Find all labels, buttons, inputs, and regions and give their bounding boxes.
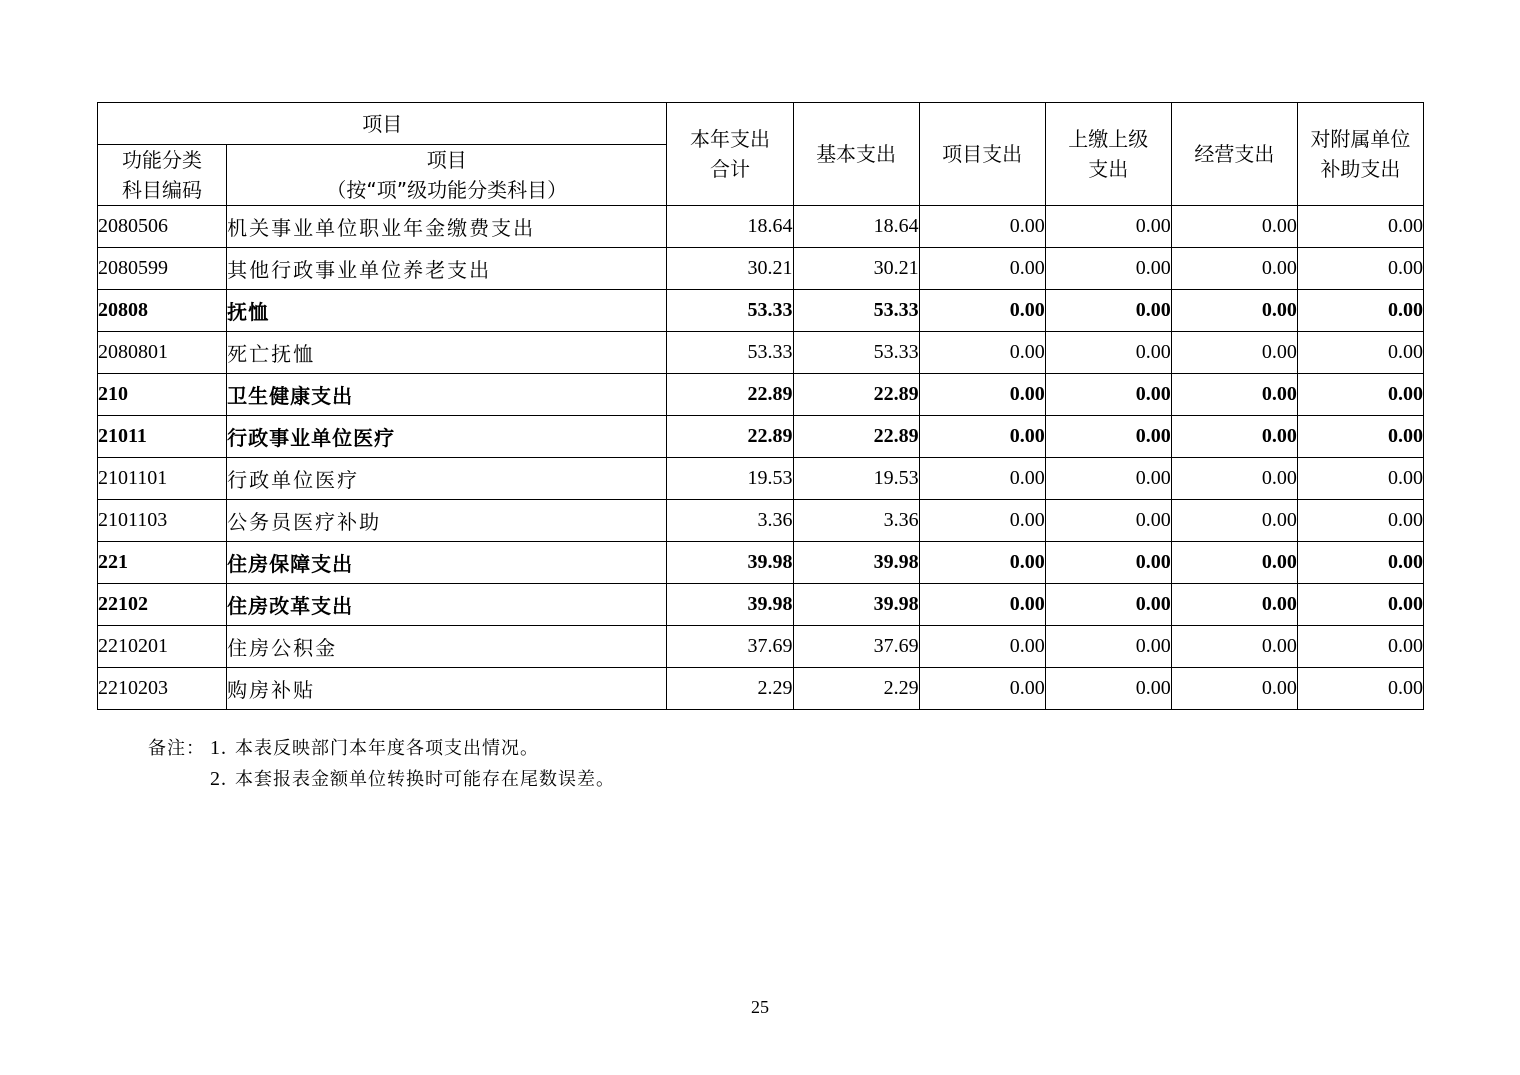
row-basic: 18.64 <box>793 206 919 248</box>
row-basic: 53.33 <box>793 290 919 332</box>
row-total: 22.89 <box>667 416 793 458</box>
notes <box>148 733 615 795</box>
table-row <box>98 206 1424 248</box>
row-total: 37.69 <box>667 626 793 668</box>
row-code: 2210203 <box>98 668 227 710</box>
total-expenditure-header: 本年支出 合计 <box>667 103 793 206</box>
note-number: 2. <box>210 768 227 790</box>
row-basic: 22.89 <box>793 416 919 458</box>
row-project: 0.00 <box>919 500 1045 542</box>
classification-code-header: 功能分类 科目编码 <box>98 145 227 206</box>
basic-expenditure-header: 基本支出 <box>793 103 919 206</box>
note-item <box>148 764 615 795</box>
row-total: 19.53 <box>667 458 793 500</box>
row-subsidiary: 0.00 <box>1297 374 1423 416</box>
row-basic: 30.21 <box>793 248 919 290</box>
upper-payment-header: 上缴上级 支出 <box>1045 103 1171 206</box>
row-code: 2210201 <box>98 626 227 668</box>
row-code: 2080599 <box>98 248 227 290</box>
row-name: 行政单位医疗 <box>227 458 667 500</box>
row-project: 0.00 <box>919 584 1045 626</box>
row-operation: 0.00 <box>1171 458 1297 500</box>
row-code: 210 <box>98 374 227 416</box>
row-basic: 39.98 <box>793 584 919 626</box>
row-code: 2080506 <box>98 206 227 248</box>
row-name: 住房保障支出 <box>227 542 667 584</box>
item-name-header <box>227 145 667 206</box>
row-upper: 0.00 <box>1045 248 1171 290</box>
table-row <box>98 626 1424 668</box>
expenditure-table <box>97 102 1424 710</box>
table-body <box>98 206 1424 710</box>
row-name: 死亡抚恤 <box>227 332 667 374</box>
row-operation: 0.00 <box>1171 290 1297 332</box>
row-subsidiary: 0.00 <box>1297 332 1423 374</box>
row-subsidiary: 0.00 <box>1297 626 1423 668</box>
row-project: 0.00 <box>919 668 1045 710</box>
table-row <box>98 248 1424 290</box>
row-operation: 0.00 <box>1171 416 1297 458</box>
row-subsidiary: 0.00 <box>1297 458 1423 500</box>
row-name: 其他行政事业单位养老支出 <box>227 248 667 290</box>
row-upper: 0.00 <box>1045 374 1171 416</box>
row-project: 0.00 <box>919 374 1045 416</box>
row-project: 0.00 <box>919 332 1045 374</box>
table-row <box>98 374 1424 416</box>
row-basic: 37.69 <box>793 626 919 668</box>
row-project: 0.00 <box>919 542 1045 584</box>
row-name: 卫生健康支出 <box>227 374 667 416</box>
row-code: 2101101 <box>98 458 227 500</box>
operation-expenditure-header: 经营支出 <box>1171 103 1297 206</box>
row-code: 22102 <box>98 584 227 626</box>
row-upper: 0.00 <box>1045 542 1171 584</box>
row-total: 39.98 <box>667 584 793 626</box>
row-subsidiary: 0.00 <box>1297 500 1423 542</box>
row-code: 2101103 <box>98 500 227 542</box>
row-upper: 0.00 <box>1045 584 1171 626</box>
note-text: 本套报表金额单位转换时可能存在尾数误差。 <box>235 769 615 790</box>
row-total: 22.89 <box>667 374 793 416</box>
row-name: 公务员医疗补助 <box>227 500 667 542</box>
note-number: 1. <box>210 737 227 759</box>
row-code: 221 <box>98 542 227 584</box>
row-operation: 0.00 <box>1171 332 1297 374</box>
row-upper: 0.00 <box>1045 500 1171 542</box>
row-upper: 0.00 <box>1045 416 1171 458</box>
row-operation: 0.00 <box>1171 248 1297 290</box>
row-upper: 0.00 <box>1045 290 1171 332</box>
row-upper: 0.00 <box>1045 626 1171 668</box>
row-subsidiary: 0.00 <box>1297 416 1423 458</box>
row-operation: 0.00 <box>1171 668 1297 710</box>
row-name: 机关事业单位职业年金缴费支出 <box>227 206 667 248</box>
row-total: 53.33 <box>667 332 793 374</box>
table-row <box>98 542 1424 584</box>
row-name: 行政事业单位医疗 <box>227 416 667 458</box>
row-subsidiary: 0.00 <box>1297 206 1423 248</box>
row-project: 0.00 <box>919 626 1045 668</box>
row-project: 0.00 <box>919 416 1045 458</box>
row-subsidiary: 0.00 <box>1297 290 1423 332</box>
row-project: 0.00 <box>919 290 1045 332</box>
row-code: 21011 <box>98 416 227 458</box>
row-code: 2080801 <box>98 332 227 374</box>
table-row <box>98 584 1424 626</box>
row-subsidiary: 0.00 <box>1297 542 1423 584</box>
row-basic: 19.53 <box>793 458 919 500</box>
table-row <box>98 500 1424 542</box>
row-basic: 2.29 <box>793 668 919 710</box>
row-total: 39.98 <box>667 542 793 584</box>
note-item <box>148 733 615 764</box>
row-project: 0.00 <box>919 248 1045 290</box>
row-upper: 0.00 <box>1045 206 1171 248</box>
table-row <box>98 416 1424 458</box>
row-project: 0.00 <box>919 206 1045 248</box>
row-name: 抚恤 <box>227 290 667 332</box>
row-total: 30.21 <box>667 248 793 290</box>
row-operation: 0.00 <box>1171 374 1297 416</box>
row-total: 2.29 <box>667 668 793 710</box>
notes-label: 备注： <box>148 738 205 759</box>
row-basic: 22.89 <box>793 374 919 416</box>
row-operation: 0.00 <box>1171 500 1297 542</box>
row-name: 住房改革支出 <box>227 584 667 626</box>
item-name-header-line1: 项目 <box>426 148 467 172</box>
row-subsidiary: 0.00 <box>1297 668 1423 710</box>
subsidiary-subsidy-header: 对附属单位 补助支出 <box>1297 103 1423 206</box>
page-number: 25 <box>751 997 769 1017</box>
item-name-header-line2: （按“项”级功能分类科目） <box>326 178 568 202</box>
row-basic: 39.98 <box>793 542 919 584</box>
row-operation: 0.00 <box>1171 584 1297 626</box>
row-subsidiary: 0.00 <box>1297 248 1423 290</box>
project-expenditure-header: 项目支出 <box>919 103 1045 206</box>
row-operation: 0.00 <box>1171 542 1297 584</box>
note-text: 本表反映部门本年度各项支出情况。 <box>235 738 539 759</box>
row-total: 18.64 <box>667 206 793 248</box>
row-name: 住房公积金 <box>227 626 667 668</box>
row-subsidiary: 0.00 <box>1297 584 1423 626</box>
row-code: 20808 <box>98 290 227 332</box>
item-group-header: 项目 <box>98 103 667 145</box>
row-operation: 0.00 <box>1171 206 1297 248</box>
row-total: 53.33 <box>667 290 793 332</box>
row-operation: 0.00 <box>1171 626 1297 668</box>
row-name: 购房补贴 <box>227 668 667 710</box>
row-total: 3.36 <box>667 500 793 542</box>
row-upper: 0.00 <box>1045 668 1171 710</box>
table-row <box>98 668 1424 710</box>
table-row <box>98 332 1424 374</box>
row-project: 0.00 <box>919 458 1045 500</box>
row-upper: 0.00 <box>1045 458 1171 500</box>
row-upper: 0.00 <box>1045 332 1171 374</box>
row-basic: 3.36 <box>793 500 919 542</box>
table-row <box>98 290 1424 332</box>
table-row <box>98 458 1424 500</box>
row-basic: 53.33 <box>793 332 919 374</box>
